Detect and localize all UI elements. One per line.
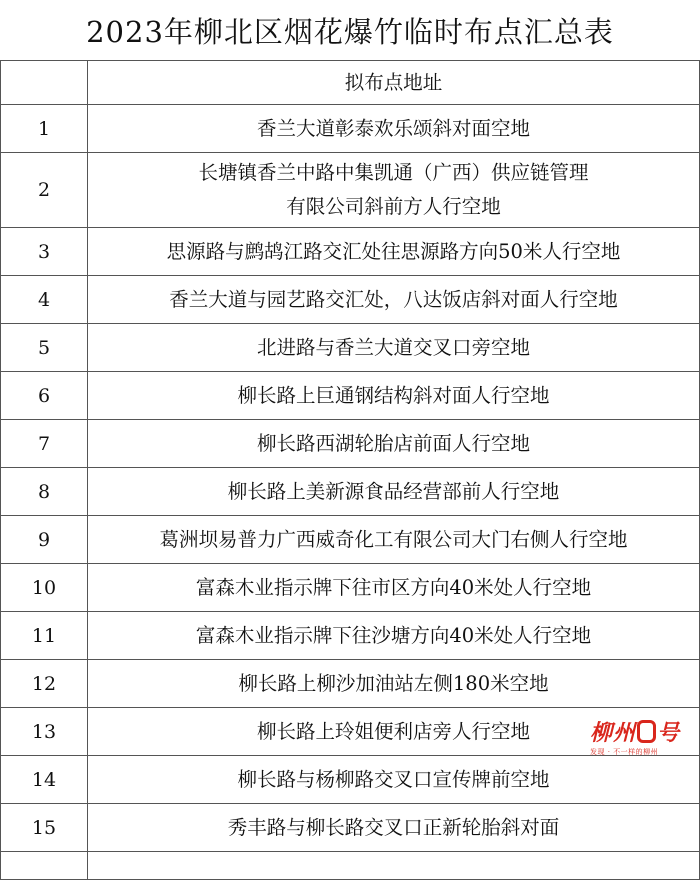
row-number-cell: 6 bbox=[1, 372, 88, 420]
row-number-cell: 3 bbox=[1, 228, 88, 276]
address-cell: 柳长路上美新源食品经营部前人行空地 bbox=[88, 468, 700, 516]
watermark-tagline: 发现 · 不一样的柳州 bbox=[590, 748, 659, 756]
row-number-cell: 13 bbox=[1, 708, 88, 756]
table-row bbox=[1, 324, 700, 372]
table-row bbox=[1, 660, 700, 708]
address-cell: 香兰大道彰泰欢乐颂斜对面空地 bbox=[88, 105, 700, 153]
row-number-cell: 14 bbox=[1, 756, 88, 804]
row-number-cell: 4 bbox=[1, 276, 88, 324]
table-row bbox=[1, 612, 700, 660]
address-cell: 秀丰路与柳长路交叉口正新轮胎斜对面 bbox=[88, 804, 700, 852]
watermark-digit-box bbox=[637, 720, 656, 743]
row-number-cell bbox=[1, 852, 88, 880]
table-row bbox=[1, 276, 700, 324]
watermark-logo bbox=[590, 720, 682, 760]
watermark-brand: 柳州 号 bbox=[590, 721, 681, 746]
row-number-cell: 8 bbox=[1, 468, 88, 516]
table-row bbox=[1, 852, 700, 880]
row-number-cell: 10 bbox=[1, 564, 88, 612]
address-cell: 北进路与香兰大道交叉口旁空地 bbox=[88, 324, 700, 372]
address-cell: 柳长路西湖轮胎店前面人行空地 bbox=[88, 420, 700, 468]
row-number-cell: 12 bbox=[1, 660, 88, 708]
address-cell: 长塘镇香兰中路中集凯通（广西）供应链管理 有限公司斜前方人行空地 bbox=[88, 153, 700, 228]
row-number-cell: 15 bbox=[1, 804, 88, 852]
address-cell: 思源路与鹧鸪江路交汇处往思源路方向50米人行空地 bbox=[88, 228, 700, 276]
row-number-cell: 11 bbox=[1, 612, 88, 660]
row-number-cell: 9 bbox=[1, 516, 88, 564]
table-row bbox=[1, 468, 700, 516]
address-cell: 柳长路与杨柳路交叉口宣传牌前空地 bbox=[88, 756, 700, 804]
table-row bbox=[1, 105, 700, 153]
row-number-cell: 2 bbox=[1, 153, 88, 228]
page-title: 2023年柳北区烟花爆竹临时布点汇总表 bbox=[86, 14, 614, 49]
address-cell: 富森木业指示牌下往市区方向40米处人行空地 bbox=[88, 564, 700, 612]
table-row bbox=[1, 420, 700, 468]
table-row bbox=[1, 516, 700, 564]
address-cell: 富森木业指示牌下往沙塘方向40米处人行空地 bbox=[88, 612, 700, 660]
address-cell: 柳长路上玲姐便利店旁人行空地 bbox=[88, 708, 700, 756]
row-number-cell: 7 bbox=[1, 420, 88, 468]
row-number-cell: 1 bbox=[1, 105, 88, 153]
address-cell bbox=[88, 852, 700, 880]
table-row bbox=[1, 564, 700, 612]
table-header-row bbox=[1, 61, 700, 105]
header-address-cell: 拟布点地址 bbox=[88, 61, 700, 105]
address-cell: 柳长路上柳沙加油站左侧180米空地 bbox=[88, 660, 700, 708]
table-row bbox=[1, 756, 700, 804]
address-cell: 香兰大道与园艺路交汇处，八达饭店斜对面人行空地 bbox=[88, 276, 700, 324]
address-cell: 柳长路上巨通钢结构斜对面人行空地 bbox=[88, 372, 700, 420]
table-row bbox=[1, 804, 700, 852]
table-row bbox=[1, 372, 700, 420]
table-row bbox=[1, 228, 700, 276]
header-no-cell bbox=[1, 61, 88, 105]
table-row bbox=[1, 153, 700, 228]
row-number-cell: 5 bbox=[1, 324, 88, 372]
address-cell: 葛洲坝易普力广西威奇化工有限公司大门右侧人行空地 bbox=[88, 516, 700, 564]
